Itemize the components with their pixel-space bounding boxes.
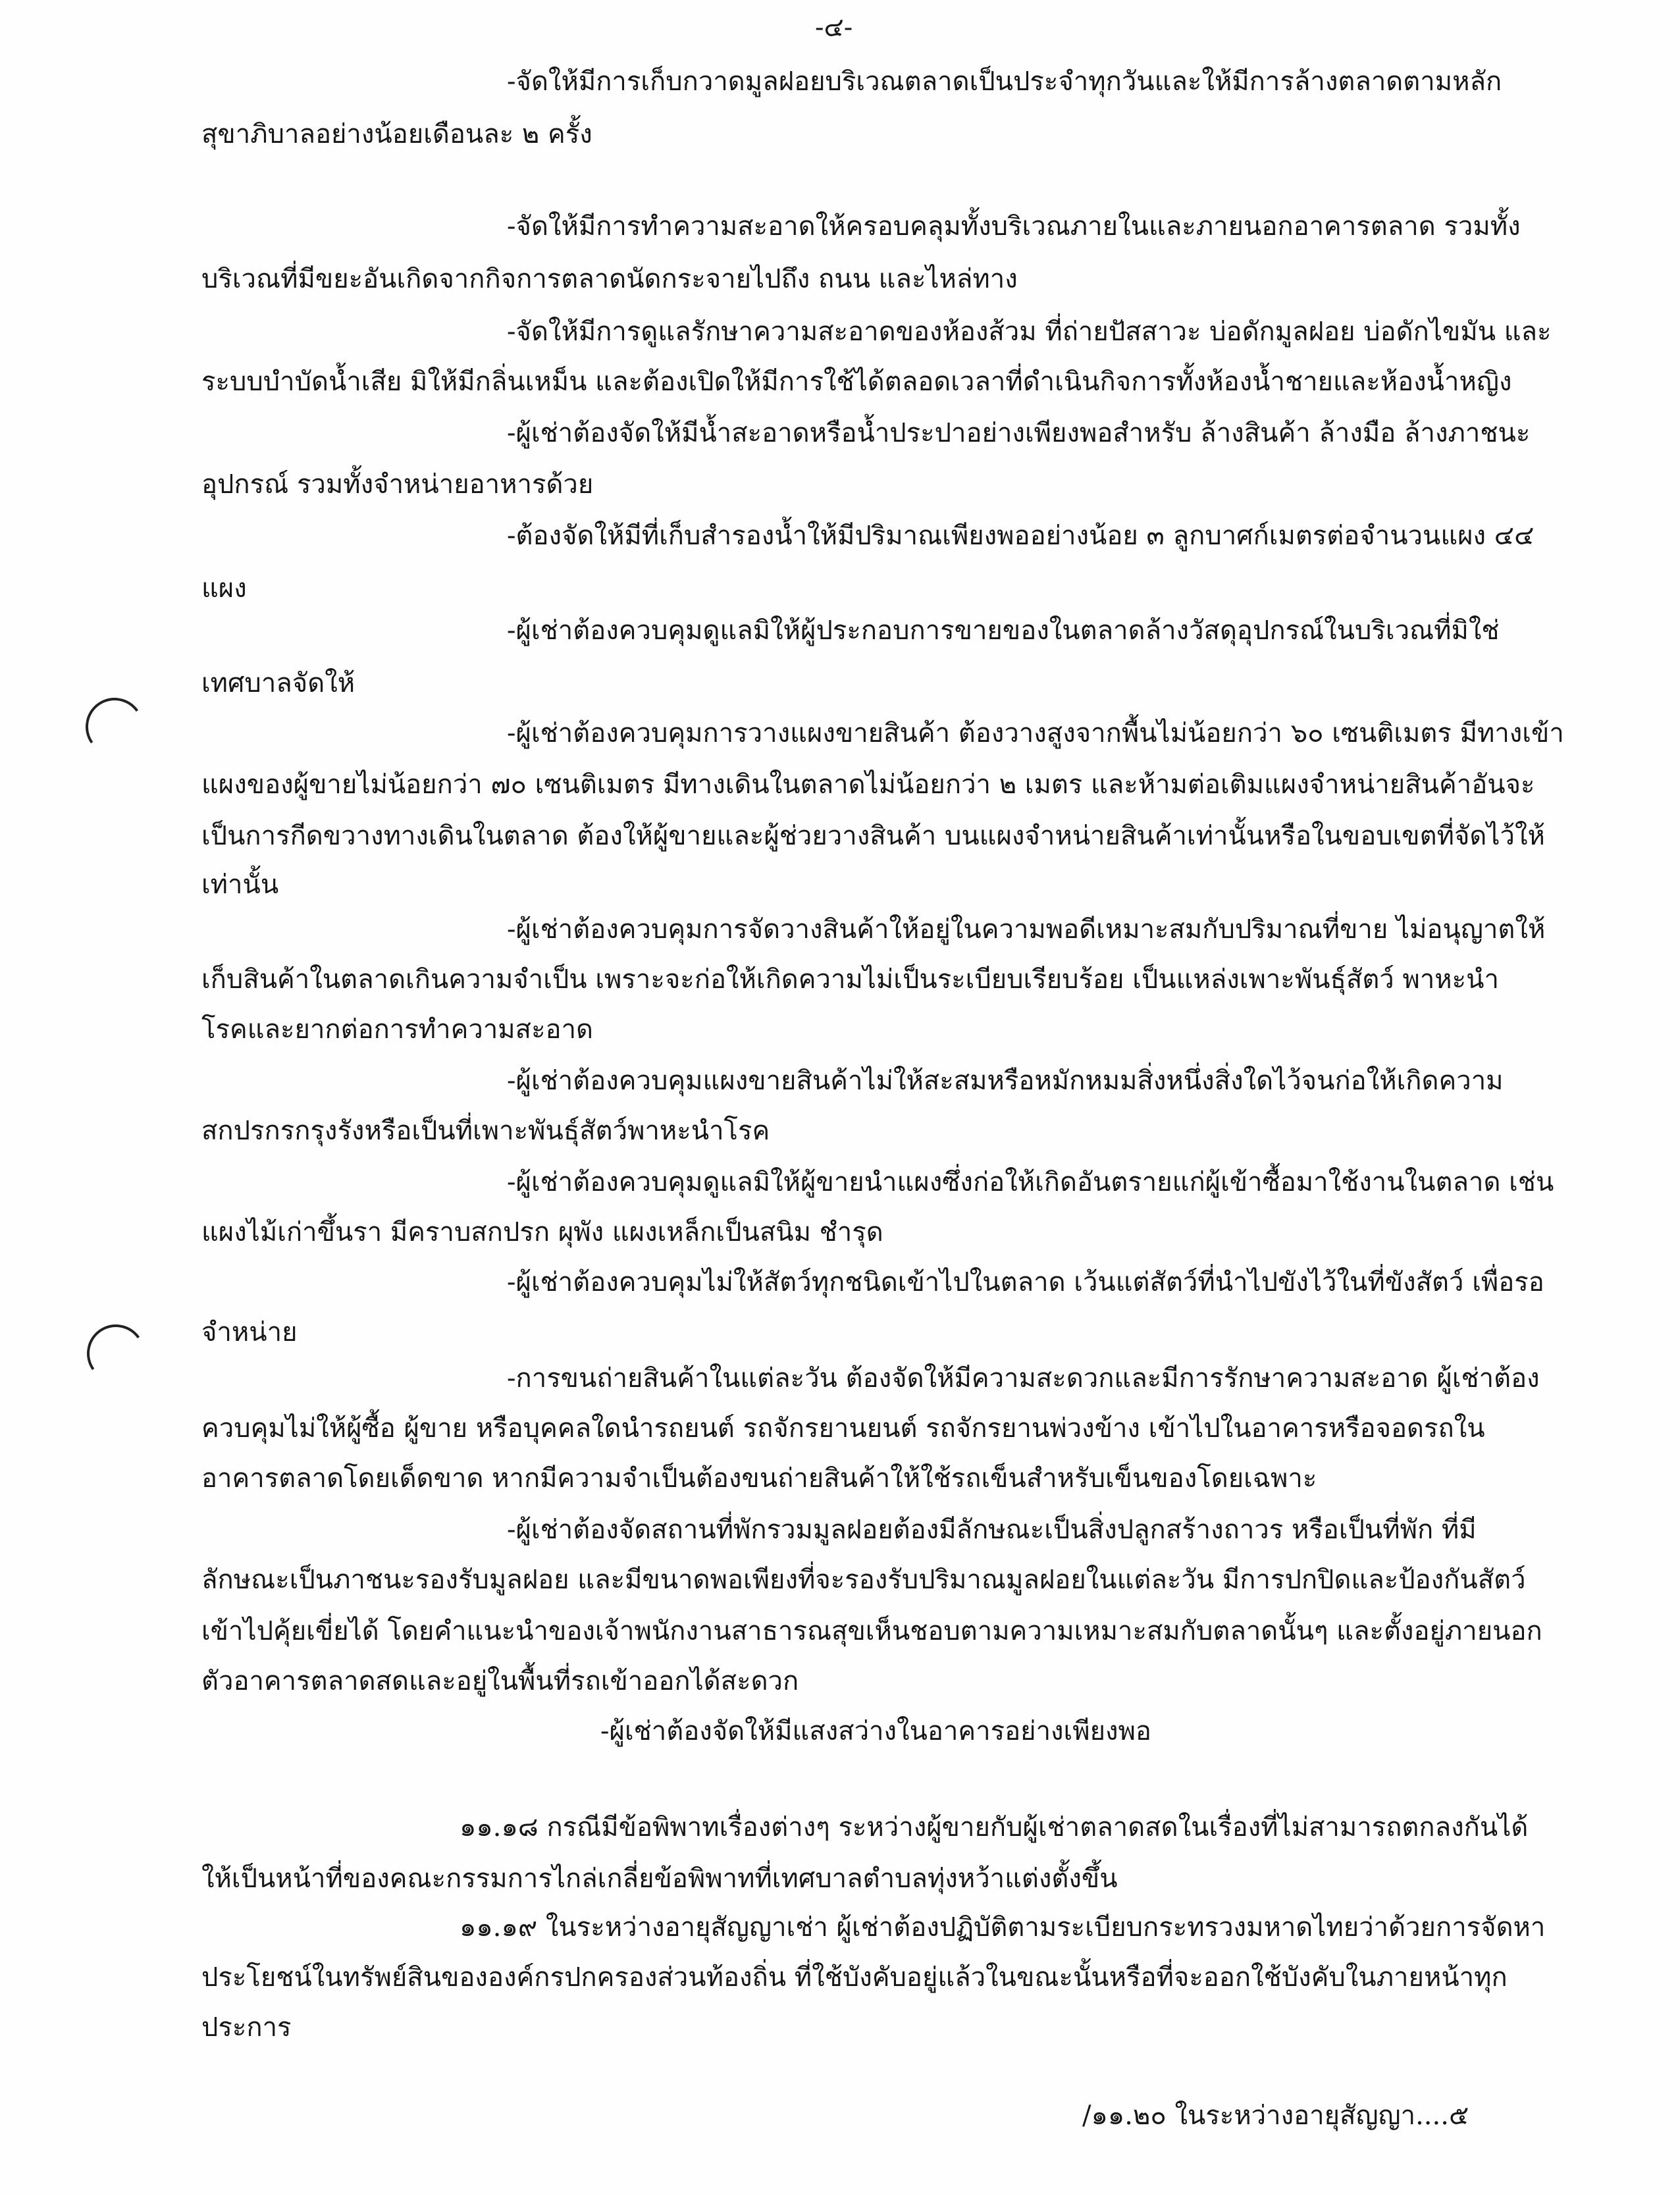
paragraph-line: อุปกรณ์ รวมทั้งจำหน่ายอาหารด้วย: [201, 469, 594, 500]
paragraph-line: -ผู้เช่าต้องจัดให้มีแสงสว่างในอาคารอย่างเพียงพอ: [600, 1716, 1151, 1746]
paragraph-line: แผงของผู้ขายไม่น้อยกว่า ๗๐ เซนติเมตร มีทางเดินในตลาดไม่น้อยกว่า ๒ เมตร และห้ามต่อเติมแผงจำหน่ายสินค้าอันจะ: [201, 770, 1535, 800]
clause-line: ประการ: [201, 2012, 292, 2043]
paragraph-line: -ผู้เช่าต้องจัดสถานที่พักรวมมูลฝอยต้องมีลักษณะเป็นสิ่งปลูกสร้างถาวร หรือเป็นที่พัก ที่มี: [507, 1515, 1477, 1545]
paragraph-line: -ต้องจัดให้มีที่เก็บสำรองน้ำให้มีปริมาณเพียงพออย่างน้อย ๓ ลูกบาศก์เมตรต่อจำนวนแผง ๔๔: [507, 521, 1535, 551]
paragraph-line: -ผู้เช่าต้องควบคุมดูแลมิให้ผู้ประกอบการขายของในตลาดล้างวัสดุอุปกรณ์ในบริเวณที่มิใช่: [507, 615, 1500, 646]
clause-line: ให้เป็นหน้าที่ของคณะกรรมการไกล่เกลี่ยข้อพิพาทที่เทศบาลตำบลทุ่งหว้าแต่งตั้งขึ้น: [201, 1864, 1118, 1894]
paragraph-line: -การขนถ่ายสินค้าในแต่ละวัน ต้องจัดให้มีความสะดวกและมีการรักษาความสะอาด ผู้เช่าต้อง: [507, 1363, 1540, 1394]
paragraph-line: เก็บสินค้าในตลาดเกินความจำเป็น เพราะจะก่อให้เกิดความไม่เป็นระเบียบเรียบร้อย เป็นแหล่งเพาะพันธุ์สัตว์ พาหะนำ: [201, 964, 1499, 995]
punch-hole-mark: [81, 693, 148, 760]
paragraph-line: ลักษณะเป็นภาชนะรองรับมูลฝอย และมีขนาดพอเพียงที่จะรองรับปริมาณมูลฝอยในแต่ละวัน มีการปกปิดและป้องกันสัตว์: [201, 1565, 1526, 1595]
paragraph-line: โรคและยากต่อการทำความสะอาด: [201, 1014, 594, 1045]
paragraph-line: -ผู้เช่าต้องควบคุมดูแลมิให้ผู้ขายนำแผงซึ่งก่อให้เกิดอันตรายแก่ผู้เข้าซื้อมาใช้งานในตลาด เช่น: [507, 1167, 1554, 1197]
paragraph-line: -ผู้เช่าต้องควบคุมการวางแผงขายสินค้า ต้องวางสูงจากพื้นไม่น้อยกว่า ๖๐ เซนติเมตร มีทางเข้า: [507, 718, 1564, 748]
paragraph-line: เทศบาลจัดให้: [201, 668, 355, 698]
paragraph-line: -ผู้เช่าต้องควบคุมการจัดวางสินค้าให้อยู่ในความพอดีเหมาะสมกับปริมาณที่ขาย ไม่อนุญาตให้: [507, 914, 1546, 945]
paragraph-line: เข้าไปคุ้ยเขี่ยได้ โดยคำแนะนำของเจ้าพนักงานสาธารณสุขเห็นชอบตามความเหมาะสมกับตลาดนั้นๆ และตั้งอยู่ภายนอก: [201, 1616, 1542, 1646]
page-number: -๔-: [815, 13, 853, 43]
paragraph-line: แผงไม้เก่าขึ้นรา มีคราบสกปรก ผุพัง แผงเหล็กเป็นสนิม ชำรุด: [201, 1217, 883, 1247]
paragraph-line: ระบบบำบัดน้ำเสีย มิให้มีกลิ่นเหม็น และต้องเปิดให้มีการใช้ได้ตลอดเวลาที่ดำเนินกิจการทั้งห้องน้ำชายและห้องน้ำหญิง: [201, 367, 1512, 397]
paragraph-line: สุขาภิบาลอย่างน้อยเดือนละ ๒ ครั้ง: [201, 119, 592, 149]
paragraph-line: อาคารตลาดโดยเด็ดขาด หากมีความจำเป็นต้องขนถ่ายสินค้าให้ใช้รถเข็นสำหรับเข็นของโดยเฉพาะ: [201, 1463, 1317, 1494]
paragraph-line: -ผู้เช่าต้องควบคุมไม่ให้สัตว์ทุกชนิดเข้าไปในตลาด เว้นแต่สัตว์ที่นำไปขังไว้ในที่ขังสัตว์ เพื่อรอ: [507, 1267, 1544, 1297]
paragraph-line: ตัวอาคารตลาดสดและอยู่ในพื้นที่รถเข้าออกได้สะดวก: [201, 1666, 799, 1696]
paragraph-line: -จัดให้มีการทำความสะอาดให้ครอบคลุมทั้งบริเวณภายในและภายนอกอาคารตลาด รวมทั้ง: [507, 211, 1521, 242]
clause-line: ๑๑.๑๙ ในระหว่างอายุสัญญาเช่า ผู้เช่าต้องปฏิบัติตามระเบียบกระทรวงมหาดไทยว่าด้วยการจัดหา: [459, 1912, 1546, 1943]
paragraph-line: -ผู้เช่าต้องจัดให้มีน้ำสะอาดหรือน้ำประปาอย่างเพียงพอสำหรับ ล้างสินค้า ล้างมือ ล้างภาชนะ: [507, 418, 1531, 448]
continuation-note: /๑๑.๒๐ ในระหว่างอายุสัญญา....๕: [1082, 2101, 1469, 2131]
clause-line: ประโยชน์ในทรัพย์สินขององค์กรปกครองส่วนท้องถิ่น ที่ใช้บังคับอยู่แล้วในขณะนั้นหรือที่จะออกใช้บังคับในภายหน้าทุก: [201, 1962, 1508, 1993]
paragraph-line: -จัดให้มีการดูแลรักษาความสะอาดของห้องส้วม ที่ถ่ายปัสสาวะ บ่อดักมูลฝอย บ่อดักไขมัน และ: [507, 317, 1552, 347]
clause-line: ๑๑.๑๘ กรณีมีข้อพิพาทเรื่องต่างๆ ระหว่างผู้ขายกับผู้เช่าตลาดสดในเรื่องที่ไม่สามารถตกลงกันได้: [459, 1812, 1529, 1843]
paragraph-line: ควบคุมไม่ให้ผู้ซื้อ ผู้ขาย หรือบุคคลใดนำรถยนต์ รถจักรยานยนต์ รถจักรยานพ่วงข้าง เข้าไปในอาคารหรือจอดรถใน: [201, 1413, 1485, 1444]
paragraph-line: สกปรกรกรุงรังหรือเป็นที่เพาะพันธุ์สัตว์พาหะนำโรค: [201, 1116, 770, 1146]
paragraph-line: แผง: [201, 573, 247, 604]
paragraph-line: จำหน่าย: [201, 1317, 298, 1347]
punch-hole-mark: [82, 1320, 149, 1387]
paragraph-line: -ผู้เช่าต้องควบคุมแผงขายสินค้าไม่ให้สะสมหรือหมักหมมสิ่งหนึ่งสิ่งใดไว้จนก่อให้เกิดความ: [507, 1066, 1504, 1096]
paragraph-line: -จัดให้มีการเก็บกวาดมูลฝอยบริเวณตลาดเป็นประจำทุกวันและให้มีการล้างตลาดตามหลัก: [507, 66, 1502, 97]
paragraph-line: เป็นการกีดขวางทางเดินในตลาด ต้องให้ผู้ขายและผู้ช่วยวางสินค้า บนแผงจำหน่ายสินค้าเท่านั้นหรือในขอบเขตที่จัดไว้ให้: [201, 821, 1545, 851]
paragraph-line: เท่านั้น: [201, 870, 279, 900]
paragraph-line: บริเวณที่มีขยะอันเกิดจากกิจการตลาดนัดกระจายไปถึง ถนน และไหล่ทาง: [201, 264, 1018, 294]
